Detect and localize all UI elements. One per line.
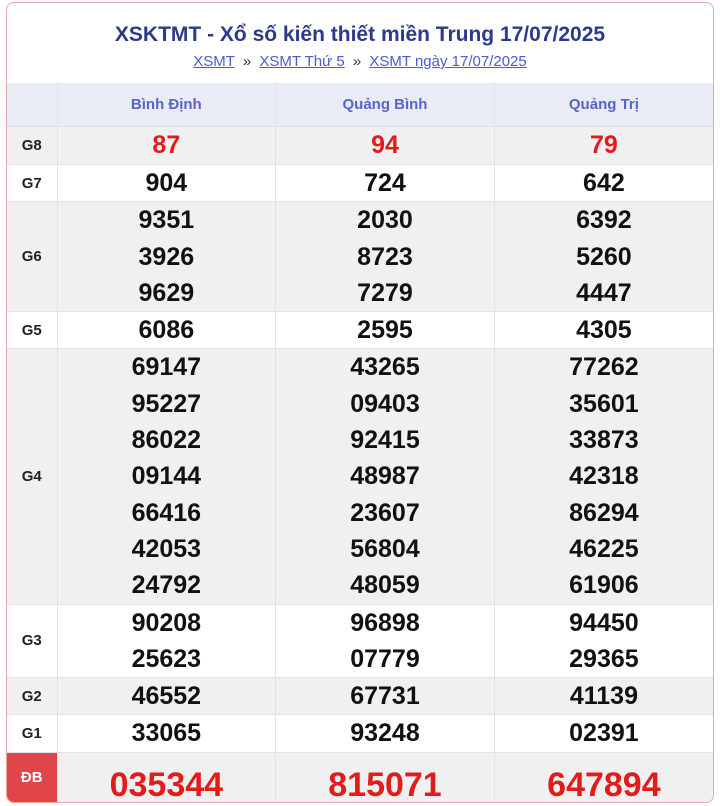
column-header-quang-binh: Quảng Bình [276, 83, 495, 127]
prize-number: 43265 [350, 353, 420, 382]
prize-number: 92415 [350, 426, 420, 455]
prize-number: 2030 [357, 206, 413, 235]
prize-number: 6086 [138, 316, 195, 345]
prize-number: 35601 [569, 389, 639, 418]
prize-cell [276, 349, 495, 604]
prize-label: G6 [7, 202, 57, 312]
results-card [6, 2, 714, 803]
prize-number: 904 [145, 169, 188, 197]
results-table [7, 83, 713, 803]
prize-number: 66416 [131, 498, 202, 527]
prize-number: 5260 [576, 242, 632, 271]
prize-number: 8723 [357, 242, 413, 271]
column-header-quang-tri: Quảng Trị [494, 83, 713, 127]
prize-number: 41139 [569, 682, 638, 711]
header-empty-cell [7, 83, 57, 127]
prize-cell [57, 202, 276, 312]
breadcrumb [7, 53, 713, 71]
prize-number: 4305 [576, 316, 632, 345]
prize-cell [276, 678, 495, 715]
prize-number: 9629 [138, 278, 195, 307]
prize-cell [494, 202, 713, 312]
prize-number: 647894 [547, 765, 661, 803]
breadcrumb-link-xsmt[interactable]: XSMT [193, 53, 235, 70]
column-header-binh-dinh: Bình Định [57, 83, 276, 127]
prize-number: 42053 [131, 534, 202, 563]
prize-number: 724 [364, 169, 406, 197]
prize-number: 86022 [131, 426, 202, 455]
prize-number: 035344 [109, 765, 224, 803]
prize-number: 33873 [569, 426, 639, 455]
prize-label: G8 [7, 127, 57, 165]
prize-cell [57, 604, 276, 678]
prize-number: 94 [371, 131, 399, 160]
prize-number: 42318 [569, 462, 639, 491]
prize-number: 642 [583, 169, 625, 197]
prize-cell [494, 165, 713, 202]
prize-label: G5 [7, 312, 57, 349]
prize-label: G7 [7, 165, 57, 202]
breadcrumb-separator: » [242, 53, 252, 70]
prize-number: 61906 [569, 571, 639, 600]
prize-cell [276, 165, 495, 202]
prize-number: 9351 [138, 206, 195, 235]
prize-cell [276, 127, 495, 165]
prize-number: 25623 [131, 644, 202, 673]
table-row [7, 202, 713, 312]
page-title: XSKTMT - Xổ số kiến thiết miền Trung 17/07/2025 [114, 23, 606, 46]
prize-cell [494, 312, 713, 349]
prize-number: 24792 [131, 571, 202, 600]
prize-number: 46225 [569, 534, 639, 563]
prize-number: 2595 [357, 316, 413, 345]
prize-number: 23607 [350, 498, 420, 527]
prize-number: 46552 [131, 682, 202, 711]
prize-number: 7279 [357, 278, 413, 307]
table-row [7, 312, 713, 349]
prize-number: 79 [590, 131, 618, 160]
prize-cell [494, 715, 713, 752]
prize-cell [57, 678, 276, 715]
prize-number: 4447 [576, 278, 632, 307]
table-row [7, 678, 713, 715]
table-body [7, 127, 713, 804]
prize-number: 90208 [131, 608, 202, 637]
prize-number: 02391 [569, 719, 639, 748]
prize-number: 48059 [350, 571, 420, 600]
prize-number: 95227 [131, 389, 202, 418]
prize-cell [276, 312, 495, 349]
prize-cell [494, 604, 713, 678]
table-header-row [7, 83, 713, 127]
table-row [7, 127, 713, 165]
table-row [7, 715, 713, 752]
prize-number: 29365 [569, 644, 639, 673]
table-row [7, 165, 713, 202]
prize-cell [57, 127, 276, 165]
prize-number: 815071 [328, 765, 442, 803]
breadcrumb-link-date[interactable]: XSMT ngày 17/07/2025 [369, 53, 527, 70]
prize-number: 93248 [350, 719, 420, 748]
breadcrumb-link-thu5[interactable]: XSMT Thứ 5 [259, 53, 345, 70]
prize-cell [57, 715, 276, 752]
prize-number: 6392 [576, 206, 632, 235]
prize-number: 86294 [569, 498, 639, 527]
prize-label: ĐB [7, 752, 57, 803]
prize-cell [57, 312, 276, 349]
prize-number: 67731 [350, 682, 420, 711]
table-row [7, 604, 713, 678]
prize-label: G3 [7, 604, 57, 678]
prize-cell [494, 127, 713, 165]
prize-cell [57, 349, 276, 604]
prize-number: 09144 [131, 462, 202, 491]
prize-cell [494, 349, 713, 604]
results-header [7, 3, 713, 83]
prize-cell [57, 165, 276, 202]
prize-number: 07779 [350, 644, 420, 673]
prize-number: 77262 [569, 353, 639, 382]
prize-number: 94450 [569, 608, 639, 637]
table-row [7, 349, 713, 604]
prize-cell [276, 202, 495, 312]
prize-number: 33065 [131, 719, 202, 748]
prize-number: 87 [152, 131, 181, 160]
prize-label: G1 [7, 715, 57, 752]
prize-number: 48987 [350, 462, 420, 491]
prize-number: 96898 [350, 608, 420, 637]
prize-label: G2 [7, 678, 57, 715]
prize-cell [276, 604, 495, 678]
prize-label: G4 [7, 349, 57, 604]
prize-number: 09403 [350, 389, 420, 418]
prize-number: 69147 [131, 353, 202, 382]
prize-number: 3926 [138, 242, 195, 271]
prize-cell [494, 678, 713, 715]
prize-cell [276, 752, 495, 803]
prize-number: 56804 [350, 534, 420, 563]
prize-cell [494, 752, 713, 803]
prize-cell [57, 752, 276, 803]
breadcrumb-separator: » [352, 53, 362, 70]
prize-cell [276, 715, 495, 752]
table-row [7, 752, 713, 803]
